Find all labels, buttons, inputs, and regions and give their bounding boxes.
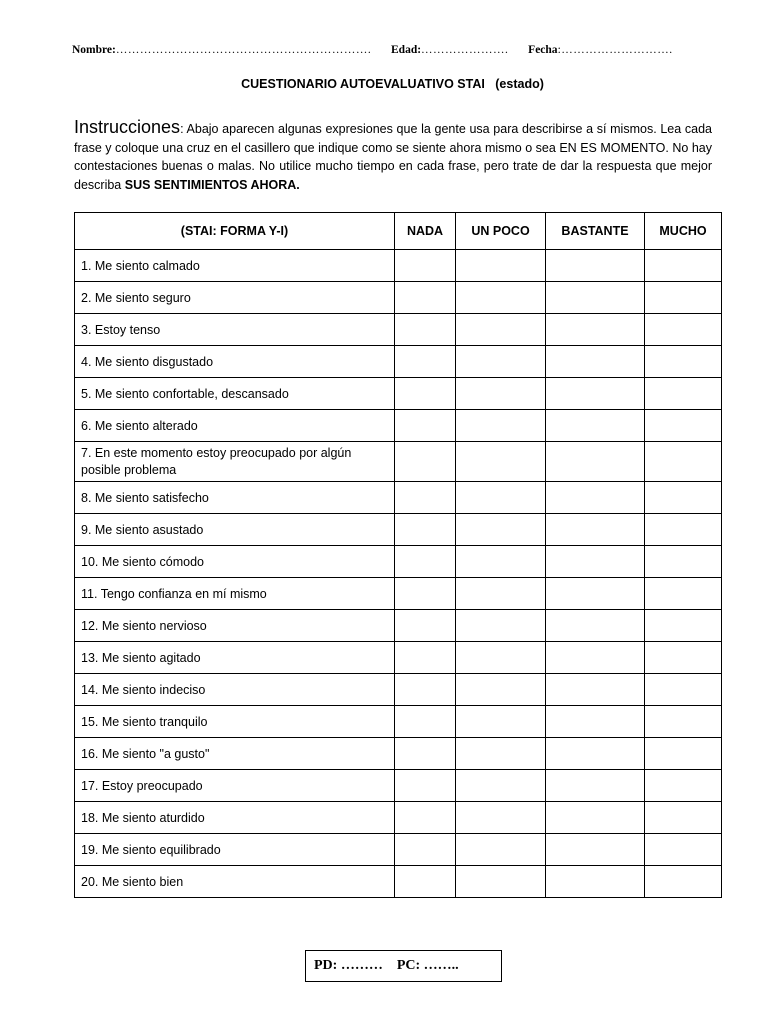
answer-cell-nada[interactable] <box>395 378 456 410</box>
item-label: 5. Me siento confortable, descansado <box>75 378 395 410</box>
answer-cell-mucho[interactable] <box>645 314 722 346</box>
answer-cell-un-poco[interactable] <box>456 514 546 546</box>
answer-cell-nada[interactable] <box>395 674 456 706</box>
answer-cell-mucho[interactable] <box>645 250 722 282</box>
answer-cell-bastante[interactable] <box>546 482 645 514</box>
table-row <box>75 482 722 514</box>
table-row <box>75 546 722 578</box>
answer-cell-bastante[interactable] <box>546 410 645 442</box>
answer-cell-nada[interactable] <box>395 610 456 642</box>
table-row <box>75 834 722 866</box>
table-row <box>75 770 722 802</box>
answer-cell-mucho[interactable] <box>645 346 722 378</box>
answer-cell-un-poco[interactable] <box>456 738 546 770</box>
table-row <box>75 610 722 642</box>
answer-cell-un-poco[interactable] <box>456 442 546 482</box>
page-title: CUESTIONARIO AUTOEVALUATIVO STAI (estado) <box>241 77 544 91</box>
answer-cell-un-poco[interactable] <box>456 674 546 706</box>
answer-cell-nada[interactable] <box>395 642 456 674</box>
table-row <box>75 738 722 770</box>
answer-cell-nada[interactable] <box>395 770 456 802</box>
answer-cell-nada[interactable] <box>395 738 456 770</box>
answer-cell-un-poco[interactable] <box>456 410 546 442</box>
answer-cell-bastante[interactable] <box>546 346 645 378</box>
answer-cell-bastante[interactable] <box>546 642 645 674</box>
column-header-bastante: BASTANTE <box>546 213 645 250</box>
answer-cell-nada[interactable] <box>395 250 456 282</box>
item-label: 10. Me siento cómodo <box>75 546 395 578</box>
item-label: 3. Estoy tenso <box>75 314 395 346</box>
answer-cell-un-poco[interactable] <box>456 546 546 578</box>
date-field[interactable]: :………………………. <box>557 44 673 56</box>
table-row <box>75 410 722 442</box>
answer-cell-mucho[interactable] <box>645 770 722 802</box>
answer-cell-bastante[interactable] <box>546 706 645 738</box>
item-label: 15. Me siento tranquilo <box>75 706 395 738</box>
answer-cell-mucho[interactable] <box>645 546 722 578</box>
answer-cell-bastante[interactable] <box>546 866 645 898</box>
item-label: 20. Me siento bien <box>75 866 395 898</box>
column-header-mucho: MUCHO <box>645 213 722 250</box>
answer-cell-un-poco[interactable] <box>456 770 546 802</box>
answer-cell-mucho[interactable] <box>645 410 722 442</box>
column-header-un-poco: UN POCO <box>456 213 546 250</box>
answer-cell-mucho[interactable] <box>645 866 722 898</box>
answer-cell-nada[interactable] <box>395 514 456 546</box>
answer-cell-un-poco[interactable] <box>456 610 546 642</box>
answer-cell-bastante[interactable] <box>546 610 645 642</box>
age-label: Edad: <box>391 44 422 56</box>
answer-cell-bastante[interactable] <box>546 442 645 482</box>
answer-cell-nada[interactable] <box>395 442 456 482</box>
answer-cell-mucho[interactable] <box>645 442 722 482</box>
answer-cell-un-poco[interactable] <box>456 378 546 410</box>
answer-cell-mucho[interactable] <box>645 482 722 514</box>
answer-cell-bastante[interactable] <box>546 738 645 770</box>
name-label: Nombre: <box>72 44 116 56</box>
answer-cell-bastante[interactable] <box>546 770 645 802</box>
answer-cell-nada[interactable] <box>395 834 456 866</box>
answer-cell-un-poco[interactable] <box>456 282 546 314</box>
item-label: 11. Tengo confianza en mí mismo <box>75 578 395 610</box>
item-label: 7. En este momento estoy preocupado por algún posible problema <box>75 442 395 482</box>
item-label: 4. Me siento disgustado <box>75 346 395 378</box>
answer-cell-un-poco[interactable] <box>456 802 546 834</box>
answer-cell-un-poco[interactable] <box>456 706 546 738</box>
answer-cell-nada[interactable] <box>395 314 456 346</box>
answer-cell-mucho[interactable] <box>645 802 722 834</box>
answer-cell-mucho[interactable] <box>645 378 722 410</box>
answer-cell-mucho[interactable] <box>645 578 722 610</box>
answer-cell-un-poco[interactable] <box>456 642 546 674</box>
name-field[interactable]: ………………………………………………………. <box>115 44 372 56</box>
answer-cell-un-poco[interactable] <box>456 346 546 378</box>
instructions-emphasis: SUS SENTIMIENTOS AHORA. <box>124 177 300 192</box>
table-row <box>75 378 722 410</box>
answer-cell-nada[interactable] <box>395 482 456 514</box>
table-row <box>75 442 722 482</box>
answer-cell-un-poco[interactable] <box>456 314 546 346</box>
answer-cell-nada[interactable] <box>395 578 456 610</box>
item-label: 2. Me siento seguro <box>75 282 395 314</box>
answer-cell-bastante[interactable] <box>546 282 645 314</box>
instructions-lead: Instrucciones <box>74 117 181 137</box>
answer-cell-mucho[interactable] <box>645 738 722 770</box>
item-label: 9. Me siento asustado <box>75 514 395 546</box>
stai-table <box>74 212 722 898</box>
column-header-nada: NADA <box>395 213 456 250</box>
table-header-row <box>75 213 722 250</box>
answer-cell-mucho[interactable] <box>645 282 722 314</box>
answer-cell-mucho[interactable] <box>645 642 722 674</box>
table-row <box>75 514 722 546</box>
item-label: 1. Me siento calmado <box>75 250 395 282</box>
age-field[interactable]: …………………. <box>421 44 509 56</box>
answer-cell-nada[interactable] <box>395 346 456 378</box>
table-row <box>75 706 722 738</box>
item-label: 14. Me siento indeciso <box>75 674 395 706</box>
item-label: 19. Me siento equilibrado <box>75 834 395 866</box>
item-label: 17. Estoy preocupado <box>75 770 395 802</box>
answer-cell-bastante[interactable] <box>546 546 645 578</box>
answer-cell-mucho[interactable] <box>645 834 722 866</box>
answer-cell-nada[interactable] <box>395 410 456 442</box>
answer-cell-mucho[interactable] <box>645 674 722 706</box>
table-row <box>75 282 722 314</box>
answer-cell-nada[interactable] <box>395 546 456 578</box>
instructions <box>74 118 712 194</box>
table-row <box>75 866 722 898</box>
answer-cell-nada[interactable] <box>395 802 456 834</box>
item-label: 8. Me siento satisfecho <box>75 482 395 514</box>
answer-cell-bastante[interactable] <box>546 250 645 282</box>
item-label: 18. Me siento aturdido <box>75 802 395 834</box>
answer-cell-un-poco[interactable] <box>456 482 546 514</box>
table-row <box>75 250 722 282</box>
answer-cell-bastante[interactable] <box>546 514 645 546</box>
table-row <box>75 642 722 674</box>
item-label: 6. Me siento alterado <box>75 410 395 442</box>
table-row <box>75 802 722 834</box>
item-label: 16. Me siento "a gusto" <box>75 738 395 770</box>
column-header-item: (STAI: FORMA Y-I) <box>75 213 395 250</box>
answer-cell-bastante[interactable] <box>546 578 645 610</box>
answer-cell-mucho[interactable] <box>645 514 722 546</box>
item-label: 12. Me siento nervioso <box>75 610 395 642</box>
answer-cell-nada[interactable] <box>395 866 456 898</box>
instructions-text: : Abajo aparecen algunas expresiones que la gente usa para describirse a sí mismos. Lea cada frase y coloque una cruz en el casillero que indique como se siente ahora mismo o sea EN ES MOMENTO. No hay contestaciones buenas o malas. No utilice mucho tiempo en cada frase, pero trate de dar la respuesta que mejor describa <box>74 122 712 192</box>
score-box: PD: ……… PC: …….. <box>305 950 502 982</box>
table-row <box>75 314 722 346</box>
form-header <box>72 44 712 56</box>
table-row <box>75 346 722 378</box>
answer-cell-bastante[interactable] <box>546 802 645 834</box>
answer-cell-un-poco[interactable] <box>456 866 546 898</box>
answer-cell-bastante[interactable] <box>546 378 645 410</box>
answer-cell-bastante[interactable] <box>546 674 645 706</box>
answer-cell-nada[interactable] <box>395 282 456 314</box>
answer-cell-un-poco[interactable] <box>456 578 546 610</box>
answer-cell-un-poco[interactable] <box>456 250 546 282</box>
date-label: Fecha <box>528 44 558 56</box>
answer-cell-mucho[interactable] <box>645 706 722 738</box>
answer-cell-un-poco[interactable] <box>456 834 546 866</box>
item-label: 13. Me siento agitado <box>75 642 395 674</box>
answer-cell-nada[interactable] <box>395 706 456 738</box>
table-row <box>75 674 722 706</box>
answer-cell-bastante[interactable] <box>546 834 645 866</box>
answer-cell-bastante[interactable] <box>546 314 645 346</box>
table-row <box>75 578 722 610</box>
answer-cell-mucho[interactable] <box>645 610 722 642</box>
